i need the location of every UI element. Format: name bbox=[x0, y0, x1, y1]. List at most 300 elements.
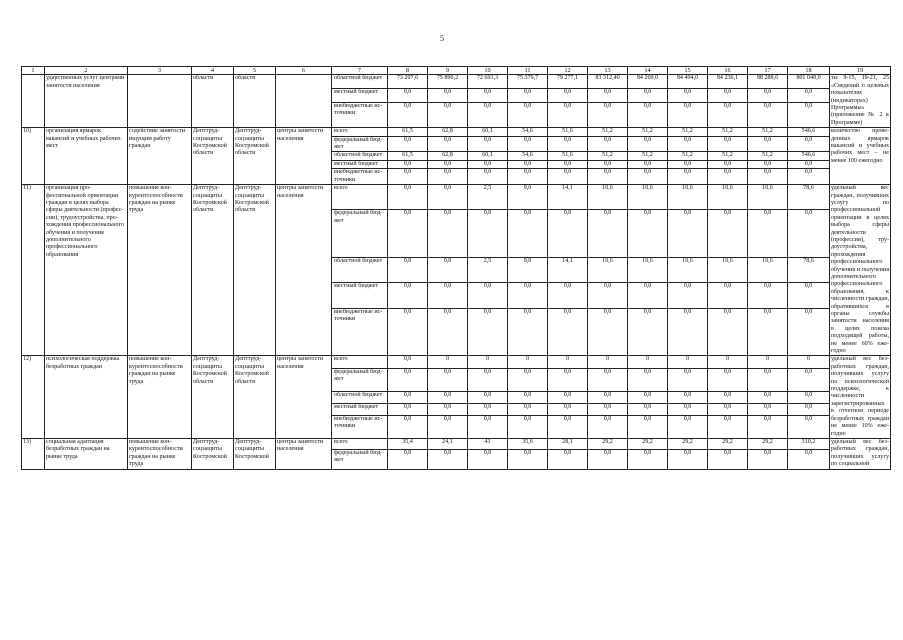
funding-value: 0,0 bbox=[588, 136, 628, 152]
measure-name: социальная адаптация безработных граждан на рынке труда bbox=[45, 438, 128, 469]
measure-goal: повышение конкурентоспособности граждан на рынке труда bbox=[128, 438, 192, 469]
funding-value: 10,6 bbox=[748, 258, 788, 283]
funding-value: 0,0 bbox=[468, 136, 508, 152]
funding-value: 0,0 bbox=[668, 160, 708, 168]
co-executor: Депттрудсоцзащиты Костромской области bbox=[234, 128, 276, 185]
funding-source: местный бюджет bbox=[332, 160, 388, 168]
target-indicator: ты 9-15, 19-21, 25 «Сведений о целевых показателях (индикаторах) Программы» (приложение № 2 к Программе) bbox=[831, 75, 889, 126]
funding-value: 546,6 bbox=[788, 152, 830, 160]
funding-value: 0,0 bbox=[628, 102, 668, 128]
funding-value: 0,0 bbox=[508, 368, 548, 391]
funding-value: 29,2 bbox=[668, 438, 708, 449]
funding-value: 0,0 bbox=[428, 308, 468, 356]
funding-value: 0,0 bbox=[748, 283, 788, 308]
funding-value: 78,6 bbox=[788, 258, 830, 283]
funding-value: 61,5 bbox=[388, 128, 428, 136]
target-indicator: удельный вес безработных граждан, получивших услугу по социальной bbox=[831, 438, 889, 468]
funding-value: 310,2 bbox=[788, 438, 830, 449]
funding-value: 9,0 bbox=[508, 258, 548, 283]
row-number: 12) bbox=[22, 356, 45, 438]
funding-value: 0,0 bbox=[748, 136, 788, 152]
funding-value: 84 236,1 bbox=[708, 75, 748, 89]
funding-value: 0,0 bbox=[548, 102, 588, 128]
funding-value: 0 bbox=[628, 356, 668, 368]
funding-value: 72 693,3 bbox=[468, 75, 508, 89]
funding-value: 0,0 bbox=[388, 391, 428, 403]
funding-value: 0,0 bbox=[548, 391, 588, 403]
funding-value: 0,0 bbox=[428, 283, 468, 308]
column-number-1: 1 bbox=[22, 67, 45, 75]
funding-value: 10,6 bbox=[588, 258, 628, 283]
funding-value: 0,0 bbox=[388, 160, 428, 168]
funding-value: 29,2 bbox=[748, 438, 788, 449]
funding-value: 0,0 bbox=[708, 283, 748, 308]
funding-value: 0,0 bbox=[588, 89, 628, 103]
funding-value: 0 bbox=[548, 356, 588, 368]
measure-goal: повышение конкурентоспособности граждан на рынке труда bbox=[128, 356, 192, 438]
funding-value: 14,1 bbox=[548, 185, 588, 210]
funding-value: 14,1 bbox=[548, 258, 588, 283]
co-executor: Депттрудсоцзащиты Костромской области bbox=[234, 185, 276, 356]
co-executor: Депттрудсоцзащиты Костромской области bbox=[234, 356, 276, 438]
funding-value: 62,8 bbox=[428, 128, 468, 136]
funding-value: 0,0 bbox=[428, 391, 468, 403]
funding-value: 0,0 bbox=[708, 391, 748, 403]
funding-value: 2,5 bbox=[468, 258, 508, 283]
funding-value: 0,0 bbox=[508, 415, 548, 438]
funding-value: 0,0 bbox=[508, 169, 548, 185]
funding-value: 0,0 bbox=[748, 89, 788, 103]
table-row bbox=[22, 438, 891, 449]
funding-value: 29,2 bbox=[588, 438, 628, 449]
funding-value: 0,0 bbox=[788, 368, 830, 391]
funding-value: 10,6 bbox=[628, 258, 668, 283]
funding-value: 0,0 bbox=[588, 160, 628, 168]
funding-value: 0,0 bbox=[788, 169, 830, 185]
funding-value: 51,2 bbox=[748, 128, 788, 136]
funding-value: 0,0 bbox=[548, 415, 588, 438]
funding-value: 0,0 bbox=[668, 403, 708, 415]
funding-value: 0,0 bbox=[508, 283, 548, 308]
funding-value: 0,0 bbox=[748, 102, 788, 128]
target-indicator: количество проведенных ярмарок вакансий и учебных рабочих мест – не менее 100 ежегодно bbox=[830, 128, 891, 185]
funding-value: 0,0 bbox=[428, 89, 468, 103]
funding-value: 0,0 bbox=[788, 415, 830, 438]
funding-value: 0,0 bbox=[788, 449, 830, 469]
funding-value: 0,0 bbox=[748, 368, 788, 391]
funding-value: 10,6 bbox=[588, 185, 628, 210]
column-number-4: 4 bbox=[192, 67, 234, 75]
table-row bbox=[22, 128, 891, 136]
funding-source: федеральный бюджет bbox=[332, 368, 388, 391]
funding-value: 0,0 bbox=[708, 160, 748, 168]
column-number-5: 5 bbox=[234, 67, 276, 75]
funding-value: 0,0 bbox=[628, 136, 668, 152]
funding-value: 0,0 bbox=[468, 415, 508, 438]
funding-source: внебюджетные источники bbox=[332, 415, 388, 438]
funding-value: 35,6 bbox=[508, 438, 548, 449]
funding-value: 0,0 bbox=[468, 102, 508, 128]
funding-value: 0,0 bbox=[628, 403, 668, 415]
funding-value: 0,0 bbox=[668, 415, 708, 438]
funding-value: 51,2 bbox=[748, 152, 788, 160]
funding-source: федеральный бюджет bbox=[332, 136, 388, 152]
page-number: 5 bbox=[440, 34, 444, 43]
funding-value: 10,6 bbox=[708, 258, 748, 283]
column-number-7: 7 bbox=[332, 67, 388, 75]
funding-value: 29,2 bbox=[628, 438, 668, 449]
column-number-2: 2 bbox=[45, 67, 128, 75]
funding-value: 0,0 bbox=[588, 283, 628, 308]
funding-value: 0,0 bbox=[428, 403, 468, 415]
funding-value: 10,6 bbox=[748, 185, 788, 210]
funding-value: 0,0 bbox=[788, 102, 830, 128]
funding-value: 51,2 bbox=[628, 152, 668, 160]
funding-value: 0,0 bbox=[388, 449, 428, 469]
funding-value: 0,0 bbox=[588, 415, 628, 438]
column-number-14: 14 bbox=[628, 67, 668, 75]
funding-value: 0,0 bbox=[748, 391, 788, 403]
funding-value: 75 890,2 bbox=[428, 75, 468, 89]
funding-value: 0,0 bbox=[428, 136, 468, 152]
funding-source: федеральный бюджет bbox=[332, 210, 388, 258]
funding-value: 0,0 bbox=[508, 391, 548, 403]
funding-value: 0,0 bbox=[708, 449, 748, 469]
column-number-18: 18 bbox=[788, 67, 830, 75]
funding-source: областной бюджет bbox=[332, 391, 388, 403]
funding-value: 0,0 bbox=[428, 169, 468, 185]
funding-value: 0,0 bbox=[508, 136, 548, 152]
funding-value: 0,0 bbox=[668, 89, 708, 103]
funding-value: 0,0 bbox=[388, 415, 428, 438]
funding-value: 0,0 bbox=[548, 136, 588, 152]
funding-value: 0,0 bbox=[428, 415, 468, 438]
funding-source: всего bbox=[332, 356, 388, 368]
funding-source: внебюджетные источники bbox=[332, 102, 388, 128]
funding-value: 0,0 bbox=[388, 258, 428, 283]
responsible-executor: Депттрудсоцзащиты Костромской bbox=[192, 438, 234, 469]
table-row bbox=[22, 356, 891, 368]
funding-value: 62,8 bbox=[428, 152, 468, 160]
funding-value: 0,0 bbox=[388, 283, 428, 308]
funding-value: 0,0 bbox=[468, 210, 508, 258]
funding-value: 51,2 bbox=[708, 128, 748, 136]
co-executor: области bbox=[234, 75, 276, 128]
funding-value: 0,0 bbox=[468, 89, 508, 103]
funding-value: 0,0 bbox=[588, 403, 628, 415]
measure-goal bbox=[128, 75, 192, 128]
funding-value: 0 bbox=[588, 356, 628, 368]
funding-source: всего bbox=[332, 128, 388, 136]
funding-value: 0,0 bbox=[508, 308, 548, 356]
funding-value: 0,0 bbox=[748, 169, 788, 185]
funding-value: 0,0 bbox=[668, 283, 708, 308]
funding-value: 51,2 bbox=[668, 128, 708, 136]
funding-value: 0,0 bbox=[428, 185, 468, 210]
funding-value: 73 207,6 bbox=[388, 75, 428, 89]
funding-value: 79 277,1 bbox=[548, 75, 588, 89]
funding-value: 0,0 bbox=[508, 102, 548, 128]
funding-value: 83 312,40 bbox=[588, 75, 628, 89]
funding-value: 60,1 bbox=[468, 152, 508, 160]
funding-value: 0 bbox=[788, 356, 830, 368]
measure-name: ударственных услуг центрами занятости населения bbox=[45, 75, 128, 128]
funding-value: 88 288,6 bbox=[748, 75, 788, 89]
funding-source: областной бюджет bbox=[332, 152, 388, 160]
funding-source: местный бюджет bbox=[332, 89, 388, 103]
funding-value: 0,0 bbox=[468, 283, 508, 308]
row-number: 13) bbox=[22, 438, 45, 469]
funding-value: 0,0 bbox=[468, 160, 508, 168]
funding-value: 0,0 bbox=[788, 210, 830, 258]
measure-goal: повышение конкурентоспособности граждан на рынке труда bbox=[128, 185, 192, 356]
funding-value: 0,0 bbox=[628, 449, 668, 469]
funding-value: 0,0 bbox=[668, 368, 708, 391]
funding-value: 0,0 bbox=[548, 283, 588, 308]
funding-value: 0,0 bbox=[468, 391, 508, 403]
funding-value: 0,0 bbox=[588, 102, 628, 128]
funding-value: 10,6 bbox=[668, 185, 708, 210]
funding-value: 41 bbox=[468, 438, 508, 449]
target-indicator: удельный вес граждан, получивших услугу по профессиональной ориентации в целях выбора сферы деятельности (профессии), трудоустройства, прохождения профессионального обучения и получения дополнительного профессионального образования, к численности граждан, обратившихся в органы службы занятости населения в целях поиска подходящей работы, не менее 60% ежегодно bbox=[831, 185, 889, 355]
funding-value: 0,0 bbox=[748, 415, 788, 438]
funding-value: 10,6 bbox=[668, 258, 708, 283]
funding-value: 0,0 bbox=[748, 160, 788, 168]
funding-value: 0,0 bbox=[388, 102, 428, 128]
funding-value: 0,0 bbox=[788, 308, 830, 356]
funding-value: 61,5 bbox=[388, 152, 428, 160]
column-number-17: 17 bbox=[748, 67, 788, 75]
funding-value: 0,0 bbox=[468, 368, 508, 391]
funding-value: 0,0 bbox=[668, 169, 708, 185]
funding-value: 0,0 bbox=[508, 403, 548, 415]
participant bbox=[276, 75, 332, 128]
column-number-15: 15 bbox=[668, 67, 708, 75]
measure-goal: содействие занятости ищущим работу граждан bbox=[128, 128, 192, 185]
funding-value: 0,0 bbox=[548, 449, 588, 469]
measure-name: психологическая поддержка безработных граждан bbox=[45, 356, 128, 438]
funding-value: 0,0 bbox=[428, 160, 468, 168]
funding-source: внебюджетные источники bbox=[332, 308, 388, 356]
funding-value: 0,0 bbox=[388, 356, 428, 368]
funding-value: 0,0 bbox=[388, 185, 428, 210]
funding-source: всего bbox=[332, 185, 388, 210]
funding-value: 0,0 bbox=[548, 308, 588, 356]
funding-value: 0,0 bbox=[788, 160, 830, 168]
column-number-11: 11 bbox=[508, 67, 548, 75]
funding-value: 0,0 bbox=[548, 89, 588, 103]
funding-value: 51,6 bbox=[548, 128, 588, 136]
funding-value: 0,0 bbox=[588, 368, 628, 391]
funding-value: 0 bbox=[668, 356, 708, 368]
funding-value: 0,0 bbox=[748, 210, 788, 258]
participant: центры занятости населения bbox=[276, 438, 332, 469]
column-number-13: 13 bbox=[588, 67, 628, 75]
funding-value: 51,2 bbox=[628, 128, 668, 136]
column-number-3: 3 bbox=[128, 67, 192, 75]
funding-value: 0,0 bbox=[628, 308, 668, 356]
funding-value: 546,6 bbox=[788, 128, 830, 136]
column-number-12: 12 bbox=[548, 67, 588, 75]
funding-value: 0,0 bbox=[668, 308, 708, 356]
column-number-10: 10 bbox=[468, 67, 508, 75]
funding-value: 0,0 bbox=[708, 308, 748, 356]
funding-value: 0,0 bbox=[428, 210, 468, 258]
funding-value: 84 494,0 bbox=[668, 75, 708, 89]
funding-value: 0,0 bbox=[628, 368, 668, 391]
funding-value: 24,1 bbox=[428, 438, 468, 449]
funding-value: 0,0 bbox=[548, 403, 588, 415]
funding-value: 0,0 bbox=[708, 169, 748, 185]
funding-value: 0,0 bbox=[628, 169, 668, 185]
funding-value: 0,0 bbox=[428, 449, 468, 469]
funding-value: 0,0 bbox=[788, 391, 830, 403]
funding-value: 0,0 bbox=[388, 368, 428, 391]
funding-source: внебюджетные источники bbox=[332, 169, 388, 185]
funding-value: 0,0 bbox=[628, 89, 668, 103]
funding-source: всего bbox=[332, 438, 388, 449]
column-number-16: 16 bbox=[708, 67, 748, 75]
funding-value: 0,0 bbox=[628, 415, 668, 438]
co-executor: Депттрудсоцзащиты Костромской bbox=[234, 438, 276, 469]
funding-value: 0,0 bbox=[588, 391, 628, 403]
funding-value: 51,2 bbox=[588, 152, 628, 160]
funding-value: 0 bbox=[468, 356, 508, 368]
funding-value: 0,0 bbox=[748, 403, 788, 415]
row-number: 11) bbox=[22, 185, 45, 356]
funding-value: 0,0 bbox=[468, 449, 508, 469]
funding-value: 0,0 bbox=[548, 210, 588, 258]
funding-value: 0,0 bbox=[468, 308, 508, 356]
funding-value: 75 379,7 bbox=[508, 75, 548, 89]
funding-source: местный бюджет bbox=[332, 283, 388, 308]
table-row bbox=[22, 75, 891, 89]
measure-name: организация профессиональной ориентации граждан в целях выбора сферы деятельности (профессии), трудоустройства, прохождения профессионального обучения и получения дополнительного профессионального образования bbox=[45, 185, 128, 356]
funding-value: 0,0 bbox=[628, 210, 668, 258]
funding-value: 0,0 bbox=[388, 89, 428, 103]
funding-value: 0,0 bbox=[468, 403, 508, 415]
funding-value: 0,0 bbox=[388, 403, 428, 415]
funding-value: 0,0 bbox=[708, 89, 748, 103]
funding-source: областной бюджет bbox=[332, 258, 388, 283]
responsible-executor: области bbox=[192, 75, 234, 128]
funding-value: 0,0 bbox=[668, 102, 708, 128]
funding-value: 28,1 bbox=[548, 438, 588, 449]
funding-value: 0,0 bbox=[708, 368, 748, 391]
funding-value: 0,0 bbox=[468, 169, 508, 185]
funding-value: 0,0 bbox=[508, 160, 548, 168]
funding-value: 801 048,0 bbox=[788, 75, 830, 89]
funding-value: 29,2 bbox=[708, 438, 748, 449]
funding-value: 0 bbox=[508, 356, 548, 368]
funding-value: 0,0 bbox=[788, 403, 830, 415]
funding-value: 10,6 bbox=[628, 185, 668, 210]
funding-value: 0,0 bbox=[668, 136, 708, 152]
funding-value: 0,0 bbox=[548, 160, 588, 168]
funding-value: 0 bbox=[748, 356, 788, 368]
funding-value: 0,0 bbox=[788, 89, 830, 103]
row-number bbox=[22, 75, 45, 128]
funding-value: 0 bbox=[708, 356, 748, 368]
funding-value: 2,5 bbox=[468, 185, 508, 210]
funding-value: 10,6 bbox=[708, 185, 748, 210]
participant: центры занятости населения bbox=[276, 128, 332, 185]
column-number-header-row bbox=[22, 67, 891, 75]
funding-value: 0,0 bbox=[588, 308, 628, 356]
funding-value: 0,0 bbox=[708, 136, 748, 152]
measure-name: организация ярмарок вакансий и учебных рабочих мест bbox=[45, 128, 128, 185]
column-number-8: 8 bbox=[388, 67, 428, 75]
funding-value: 0,0 bbox=[748, 449, 788, 469]
funding-value: 0,0 bbox=[388, 136, 428, 152]
row-number: 10) bbox=[22, 128, 45, 185]
participant: центры занятости населения bbox=[276, 185, 332, 356]
program-measures-table bbox=[21, 66, 889, 582]
funding-value: 0,0 bbox=[668, 449, 708, 469]
column-number-6: 6 bbox=[276, 67, 332, 75]
funding-value: 0,0 bbox=[508, 449, 548, 469]
funding-source: областной бюджет bbox=[332, 75, 388, 89]
funding-source: местный бюджет bbox=[332, 403, 388, 415]
funding-value: 0,0 bbox=[388, 169, 428, 185]
funding-value: 0,0 bbox=[428, 368, 468, 391]
funding-value: 60,1 bbox=[468, 128, 508, 136]
funding-value: 54,6 bbox=[508, 152, 548, 160]
funding-value: 0,0 bbox=[428, 102, 468, 128]
funding-value: 78,6 bbox=[788, 185, 830, 210]
funding-value: 51,2 bbox=[708, 152, 748, 160]
funding-value: 0,0 bbox=[788, 283, 830, 308]
funding-value: 0,0 bbox=[588, 449, 628, 469]
funding-value: 0,0 bbox=[788, 136, 830, 152]
funding-value: 0,0 bbox=[708, 210, 748, 258]
funding-value: 0,0 bbox=[668, 391, 708, 403]
funding-value: 51,6 bbox=[548, 152, 588, 160]
funding-value: 0,0 bbox=[628, 283, 668, 308]
funding-value: 0,0 bbox=[508, 210, 548, 258]
responsible-executor: Депттрудсоцзащиты Костромской области bbox=[192, 128, 234, 185]
table-row bbox=[22, 185, 891, 210]
funding-value: 0,0 bbox=[748, 308, 788, 356]
funding-value: 0,0 bbox=[548, 368, 588, 391]
funding-value: 0,0 bbox=[708, 102, 748, 128]
funding-value: 0,0 bbox=[628, 391, 668, 403]
funding-value: 0,0 bbox=[388, 210, 428, 258]
funding-value: 0,0 bbox=[388, 308, 428, 356]
column-number-19: 19 bbox=[830, 67, 891, 75]
funding-value: 84 269,0 bbox=[628, 75, 668, 89]
funding-value: 54,6 bbox=[508, 128, 548, 136]
funding-source: федеральный бюджет bbox=[332, 449, 388, 469]
funding-value: 0,0 bbox=[708, 403, 748, 415]
funding-value: 35,4 bbox=[388, 438, 428, 449]
funding-value: 0,0 bbox=[508, 89, 548, 103]
funding-value: 0,0 bbox=[668, 210, 708, 258]
funding-value: 0,0 bbox=[588, 210, 628, 258]
funding-value: 0 bbox=[428, 356, 468, 368]
funding-value: 0,0 bbox=[428, 258, 468, 283]
funding-value: 0,0 bbox=[588, 169, 628, 185]
responsible-executor: Депттрудсоцзащиты Костромской области bbox=[192, 356, 234, 438]
participant: центры занятости населения bbox=[276, 356, 332, 438]
funding-value: 0,0 bbox=[548, 169, 588, 185]
responsible-executor: Депттрудсоцзащиты Костромской области bbox=[192, 185, 234, 356]
funding-value: 51,2 bbox=[588, 128, 628, 136]
funding-value: 51,2 bbox=[668, 152, 708, 160]
target-indicator: удельный вес безработных граждан, получивших услугу по психологической поддержке, к численности зарегистрированных в отчетном периоде безработных граждан не менее 10% ежегодно bbox=[831, 356, 889, 437]
funding-value: 0,0 bbox=[708, 415, 748, 438]
funding-value: 9,0 bbox=[508, 185, 548, 210]
